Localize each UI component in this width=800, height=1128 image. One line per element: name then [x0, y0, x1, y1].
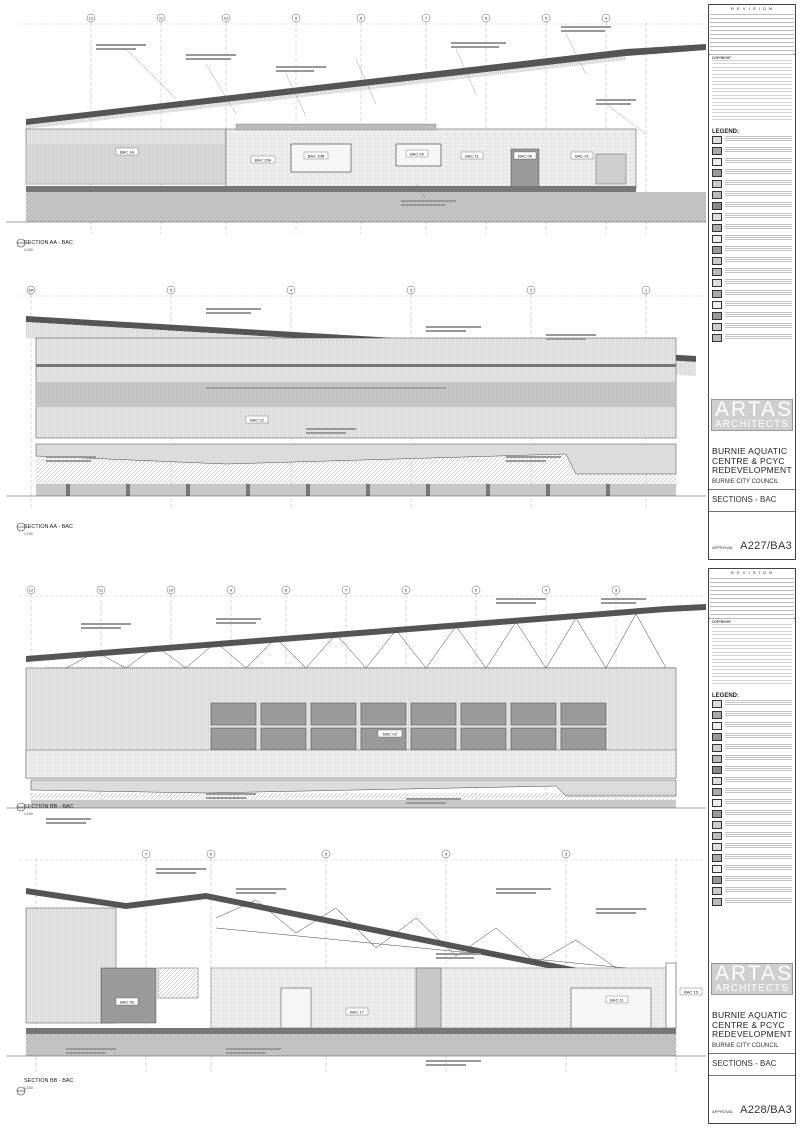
grid-bubble: 4	[444, 851, 448, 857]
grid-bubble: 5	[544, 15, 548, 21]
project-line: CENTRE & PCYC	[712, 1019, 785, 1030]
project-name	[712, 447, 792, 476]
room-tag: BAC 15	[684, 989, 698, 995]
architect-logo	[711, 963, 793, 995]
grid-bubble: 4	[604, 15, 608, 21]
grid-bubble: 6	[404, 587, 408, 593]
section-scale: 1:100	[24, 248, 33, 252]
grid-bubble: 8	[284, 587, 288, 593]
revision-heading: R E V I S I O N	[731, 6, 773, 11]
copyright-heading: COPYRIGHT	[712, 620, 731, 624]
section-title: SECTION AA - BAC	[24, 240, 73, 246]
revision-table	[709, 569, 795, 619]
section-aa-lower	[6, 294, 706, 531]
title-block	[708, 568, 796, 1124]
project-line: BURNIE AQUATIC	[712, 1010, 788, 1020]
legend-list	[709, 136, 795, 345]
section-bb-lower	[6, 858, 706, 1095]
legend-title: LEGEND:	[712, 129, 739, 135]
approval-label: APPROVAL	[712, 1109, 734, 1114]
project-line: REDEVELOPMENT	[712, 1029, 792, 1039]
project-name	[712, 1011, 792, 1040]
project-line: REDEVELOPMENT	[712, 465, 792, 475]
section-bb-upper	[6, 594, 706, 824]
room-tag: BAC 10B	[307, 153, 325, 159]
section-drawings	[6, 568, 706, 1124]
grid-bubble: 4	[544, 587, 548, 593]
copyright-heading: COPYRIGHT	[712, 56, 731, 60]
approval-label: APPROVAL	[712, 545, 734, 550]
room-tag: BAC 11	[465, 153, 479, 159]
room-tag: BAC 11	[610, 997, 624, 1003]
client-name: BURNIE CITY COUNCIL	[712, 479, 779, 485]
room-tag: BAC 01	[575, 153, 589, 159]
grid-bubble: 3	[614, 587, 618, 593]
logo-wordmark: ARTAS	[715, 962, 794, 985]
logo-subtitle: ARCHITECTS	[715, 983, 789, 994]
sheet-title: SECTIONS - BAC	[712, 1059, 777, 1068]
grid-bubble: 6A	[28, 287, 34, 293]
grid-bubble: 11	[98, 587, 104, 593]
grid-bubble: 8	[359, 15, 363, 21]
room-tag: BAC 15A	[254, 157, 272, 163]
architect-logo	[711, 399, 793, 431]
section-title: SECTION BB - BAC	[24, 1078, 74, 1084]
grid-bubble: 9	[229, 587, 233, 593]
drawing-number: A227/BA3	[740, 540, 792, 552]
copyright-notes	[709, 619, 795, 691]
grid-bubble: 9	[294, 15, 298, 21]
project-line: BURNIE AQUATIC	[712, 446, 788, 456]
section-drawings	[6, 4, 706, 560]
section-title: SECTION AA - BAC	[24, 524, 73, 530]
client-name: BURNIE CITY COUNCIL	[712, 1043, 779, 1049]
revision-table	[709, 5, 795, 55]
grid-bubble: 2	[529, 287, 533, 293]
grid-bubble: 3	[564, 851, 568, 857]
grid-bubble: 5	[169, 287, 173, 293]
room-tag: BAC 02	[383, 731, 397, 737]
grid-bubble: 1	[644, 287, 648, 293]
legend-list	[709, 700, 795, 909]
grid-bubble: 11	[158, 15, 164, 21]
section-scale: 1:100	[24, 812, 33, 816]
section-title: SECTION BB - BAC	[24, 804, 74, 810]
drawing-sheet-a228	[0, 564, 800, 1128]
revision-heading: R E V I S I O N	[731, 570, 773, 575]
copyright-notes	[709, 55, 795, 127]
room-tag: BAC 17	[350, 1009, 364, 1015]
sheet-title: SECTIONS - BAC	[712, 495, 777, 504]
grid-bubble: 4	[289, 287, 293, 293]
logo-wordmark: ARTAS	[715, 398, 794, 421]
title-block	[708, 4, 796, 560]
project-line: CENTRE & PCYC	[712, 455, 785, 466]
grid-bubble: 5	[474, 587, 478, 593]
grid-bubble: 10	[168, 587, 174, 593]
grid-bubble: 3	[409, 287, 413, 293]
legend-title: LEGEND:	[712, 693, 739, 699]
grid-bubble: 6	[484, 15, 488, 21]
grid-bubble: 10	[223, 15, 229, 21]
room-tag: BAC 02	[250, 417, 264, 423]
logo-subtitle: ARCHITECTS	[715, 419, 789, 430]
room-tag: BAC 09	[410, 151, 424, 157]
grid-bubble: 5	[324, 851, 328, 857]
drawing-number: A228/BA3	[740, 1104, 792, 1116]
room-tag: BAC 1A	[119, 149, 135, 155]
grid-bubble: 7	[344, 587, 348, 593]
grid-bubble: 12	[28, 587, 34, 593]
grid-bubble: 7	[424, 15, 428, 21]
room-tag: BAC 06	[120, 999, 134, 1005]
section-aa-upper	[6, 22, 706, 247]
section-scale: 1:100	[24, 532, 33, 536]
grid-bubble: 7	[144, 851, 148, 857]
grid-bubble: 12	[88, 15, 94, 21]
room-tag: BAC 08	[518, 153, 532, 159]
grid-bubble: 6	[209, 851, 213, 857]
section-scale: 1:100	[24, 1086, 33, 1090]
